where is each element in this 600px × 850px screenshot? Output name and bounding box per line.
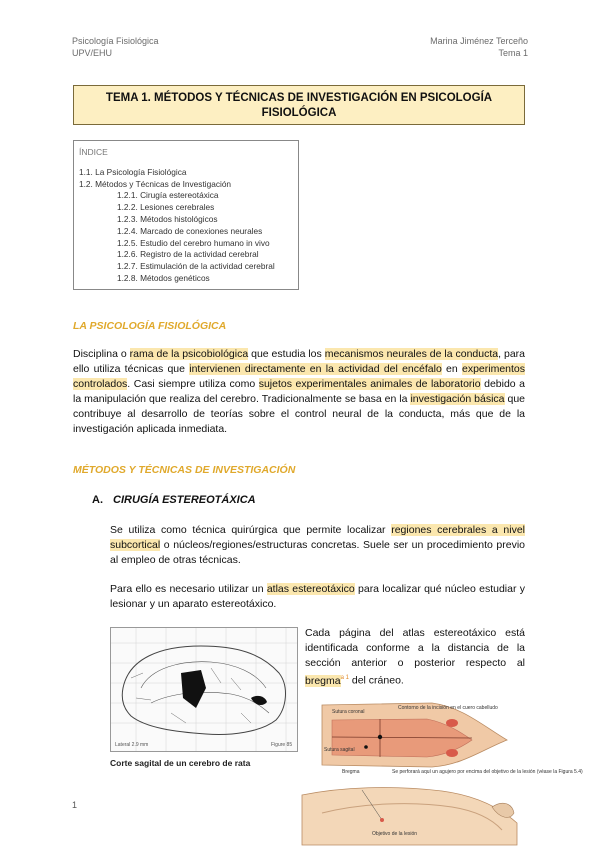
figure-label-right: Figure 85 (271, 742, 293, 748)
toc-item[interactable]: 1.2.3. Métodos histológicos (117, 213, 218, 224)
text-run: debido a la manipulación que realiza del cerebro. Tradicionalmente se basa en la (73, 378, 525, 405)
toc-item[interactable]: 1.2.4. Marcado de conexiones neurales (117, 225, 263, 236)
text-run: que contribuye al desarrollo de teorías sobre el control neural de la conducta, más que de la investigación aplicada inmediata. (73, 393, 525, 435)
highlight: regiones cerebrales a nivel subcortical (110, 524, 525, 551)
page-number: 1 (72, 800, 78, 810)
header-subject: Psicología Fisiológica (72, 36, 159, 46)
text-run: en (441, 363, 462, 375)
text-run: o núcleos/regiones/estructuras concretas. Suele ser un procedimiento previo al empleo de otras técnicas. (110, 539, 525, 566)
title-line-1: TEMA 1. MÉTODOS Y TÉCNICAS DE INVESTIGACIÓN EN PSICOLOGÍA (105, 92, 493, 104)
label-bregma: Bregma (342, 769, 360, 775)
skull-drawing (302, 695, 583, 845)
toc-item[interactable]: 1.2.2. Lesiones cerebrales (117, 202, 215, 213)
page-header-right (430, 35, 528, 59)
text-run: para localizar qué núcleo estudiar y lesionar y un aparato estereotáxico. (110, 583, 525, 610)
page-header-left (72, 35, 159, 59)
text-run: , para ello utiliza técnicas que (73, 348, 525, 375)
paragraph-definition (73, 347, 525, 437)
text-run: Para ello es necesario utilizar un (110, 583, 267, 595)
header-author: Marina Jiménez Terceño (430, 36, 528, 46)
toc-heading: ÍNDICE (79, 147, 108, 157)
label-incision-contour: Contorno de la incisión en el cuero cabelludo (398, 705, 498, 711)
highlight: rama de la psicobiológica (129, 348, 249, 360)
figure-sagittal-rat-brain (110, 627, 298, 752)
label-sagittal-suture: Sutura sagital (324, 747, 355, 753)
header-topic: Tema 1 (498, 48, 528, 58)
text-run: . Casi siempre utiliza como (127, 378, 259, 390)
section-title-metodos: MÉTODOS Y TÉCNICAS DE INVESTIGACIÓN (73, 464, 296, 476)
footnote-marker[interactable]: a 1 (340, 675, 349, 681)
text-run: Se utiliza como técnica quirúrgica que permite localizar (110, 524, 392, 536)
subsection-letter: A. (92, 494, 103, 506)
toc-item[interactable]: 1.2.5. Estudio del cerebro humano in vivo (117, 237, 270, 248)
highlight: intervienen directamente en la actividad del encéfalo (189, 363, 442, 375)
paragraph-atlas (110, 582, 525, 612)
highlight: mecanismos neurales de la conducta (324, 348, 499, 360)
subsection-name: CIRUGÍA ESTEREOTÁXICA (113, 494, 256, 506)
section-title-psicologia: LA PSICOLOGÍA FISIOLÓGICA (73, 320, 227, 332)
highlight: sujetos experimentales animales de laboratorio (258, 378, 481, 390)
toc-item[interactable]: 1.2.7. Estimulación de la actividad cerebral (117, 261, 275, 272)
text-run: Cada página del atlas estereotáxico está identificada conforme a la distancia de la sección anterior o posterior respecto al (305, 627, 525, 669)
highlight: experimentos controlados (73, 363, 526, 390)
label-drill-hole: Se perforará aquí un agujero por encima del objetivo de la lesión (véase la Figura 5.4) (392, 769, 583, 775)
figure-skull-bregma (302, 695, 583, 845)
label-coronal-suture: Sutura coronal (332, 709, 365, 715)
paragraph-cirugia (110, 523, 525, 568)
table-of-contents (73, 140, 299, 290)
highlight: investigación básica (410, 393, 505, 405)
toc-item[interactable]: 1.2.8. Métodos genéticos (117, 272, 210, 283)
document-title (73, 85, 525, 125)
text-run: del cráneo. (348, 674, 404, 687)
text-run: que estudia los (248, 348, 325, 360)
figure-caption: Corte sagital de un cerebro de rata (110, 758, 251, 768)
toc-item[interactable]: 1.2. Métodos y Técnicas de Investigación (79, 178, 232, 189)
label-lesion-target: Objetivo de la lesión (372, 831, 418, 837)
toc-item[interactable]: 1.2.6. Registro de la actividad cerebral (117, 249, 259, 260)
paragraph-bregma (305, 626, 525, 689)
figure-label-left: Lateral 2.9 mm (115, 742, 149, 748)
text-run: Disciplina o (73, 348, 130, 360)
highlight: atlas estereotáxico (266, 583, 355, 595)
subsection-title (92, 494, 256, 506)
sagittal-brain-drawing (111, 628, 297, 751)
toc-item[interactable]: 1.1. La Psicología Fisiológica (79, 166, 187, 177)
toc-item[interactable]: 1.2.1. Cirugía estereotáxica (117, 190, 219, 201)
highlight: bregma (305, 674, 341, 687)
header-university: UPV/EHU (72, 48, 113, 58)
title-line-2: FISIOLÓGICA (261, 107, 337, 119)
